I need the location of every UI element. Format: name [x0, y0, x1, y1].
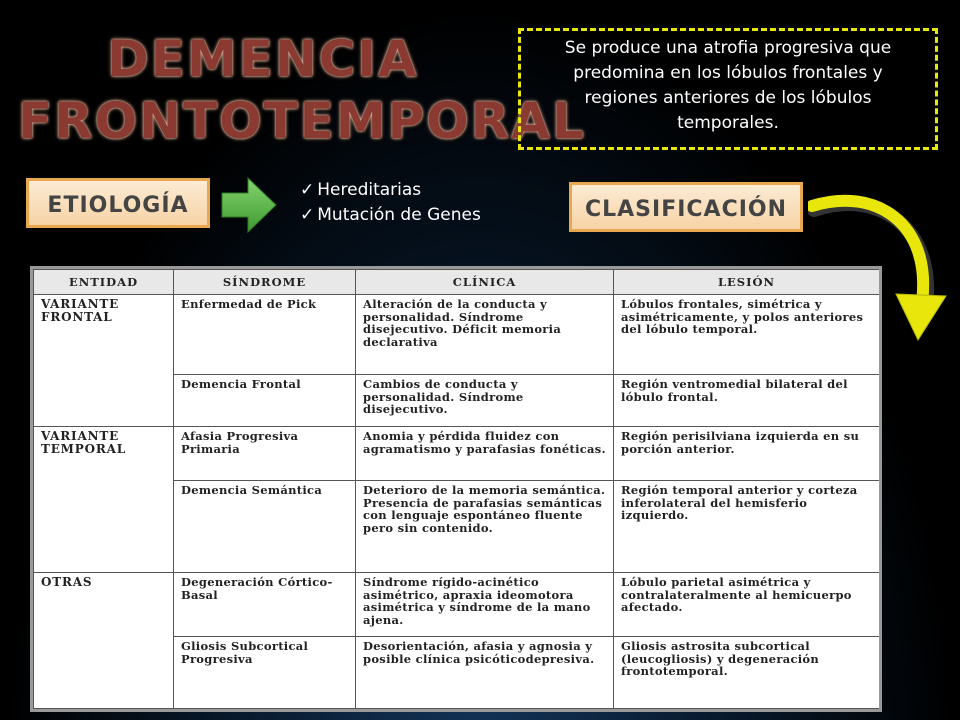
clinical-cell: Cambios de conducta y personalidad. Síndrome disejecutivo. — [356, 375, 614, 427]
column-header: LESIÓN — [614, 270, 880, 295]
clinical-cell: Síndrome rígido-acinético asimétrico, apraxia ideomotora asimétrica y síndrome de la mano ajena. — [356, 573, 614, 637]
lesion-cell: Lóbulos frontales, simétrica y asimétricamente, y polos anteriores del lóbulo temporal. — [614, 295, 880, 375]
title-line-1: DEMENCIA — [107, 30, 419, 88]
column-header: CLÍNICA — [356, 270, 614, 295]
syndrome-cell: Gliosis Subcortical Progresiva — [174, 637, 356, 709]
table-header-row — [34, 270, 880, 295]
clinical-cell: Deterioro de la memoria semántica. Presencia de parafasias semánticas con lenguaje espontáneo fluente pero sin contenido. — [356, 481, 614, 573]
lesion-cell: Lóbulo parietal asimétrica y contralateralmente al hemicuerpo afectado. — [614, 573, 880, 637]
lesion-cell: Región ventromedial bilateral del lóbulo frontal. — [614, 375, 880, 427]
entity-cell: OTRAS — [34, 573, 174, 709]
lesion-cell: Gliosis astrosita subcortical (leucogliosis) y degeneración frontotemporal. — [614, 637, 880, 709]
classification-table — [30, 266, 882, 712]
table-row — [34, 573, 880, 637]
etiology-item: ✓ Hereditarias — [300, 178, 481, 203]
title-line-2: FRONTOTEMPORAL — [18, 92, 586, 150]
entity-cell: VARIANTE TEMPORAL — [34, 427, 174, 573]
etiology-label: ETIOLOGÍA — [26, 178, 210, 228]
table-row — [34, 295, 880, 375]
lesion-cell: Región perisilviana izquierda en su porción anterior. — [614, 427, 880, 481]
entity-cell: VARIANTE FRONTAL — [34, 295, 174, 427]
clinical-cell: Alteración de la conducta y personalidad. Síndrome disejecutivo. Déficit memoria declarativa — [356, 295, 614, 375]
syndrome-cell: Demencia Frontal — [174, 375, 356, 427]
classification-label: CLASIFICACIÓN — [569, 182, 803, 232]
lesion-cell: Región temporal anterior y corteza inferolateral del hemisferio izquierdo. — [614, 481, 880, 573]
syndrome-cell: Degeneración Córtico-Basal — [174, 573, 356, 637]
green-right-arrow-icon — [220, 176, 278, 234]
etiology-list — [300, 178, 481, 228]
syndrome-cell: Demencia Semántica — [174, 481, 356, 573]
definition-note: Se produce una atrofia progresiva que predomina en los lóbulos frontales y regiones anteriores de los lóbulos temporales. — [518, 28, 938, 150]
column-header: ENTIDAD — [34, 270, 174, 295]
syndrome-cell: Afasia Progresiva Primaria — [174, 427, 356, 481]
clinical-cell: Anomia y pérdida fluidez con agramatismo y parafasias fonéticas. — [356, 427, 614, 481]
syndrome-cell: Enfermedad de Pick — [174, 295, 356, 375]
page-title — [18, 28, 586, 152]
table-row — [34, 427, 880, 481]
etiology-item: ✓ Mutación de Genes — [300, 203, 481, 228]
clinical-cell: Desorientación, afasia y agnosia y posible clínica psicóticodepresiva. — [356, 637, 614, 709]
column-header: SÍNDROME — [174, 270, 356, 295]
